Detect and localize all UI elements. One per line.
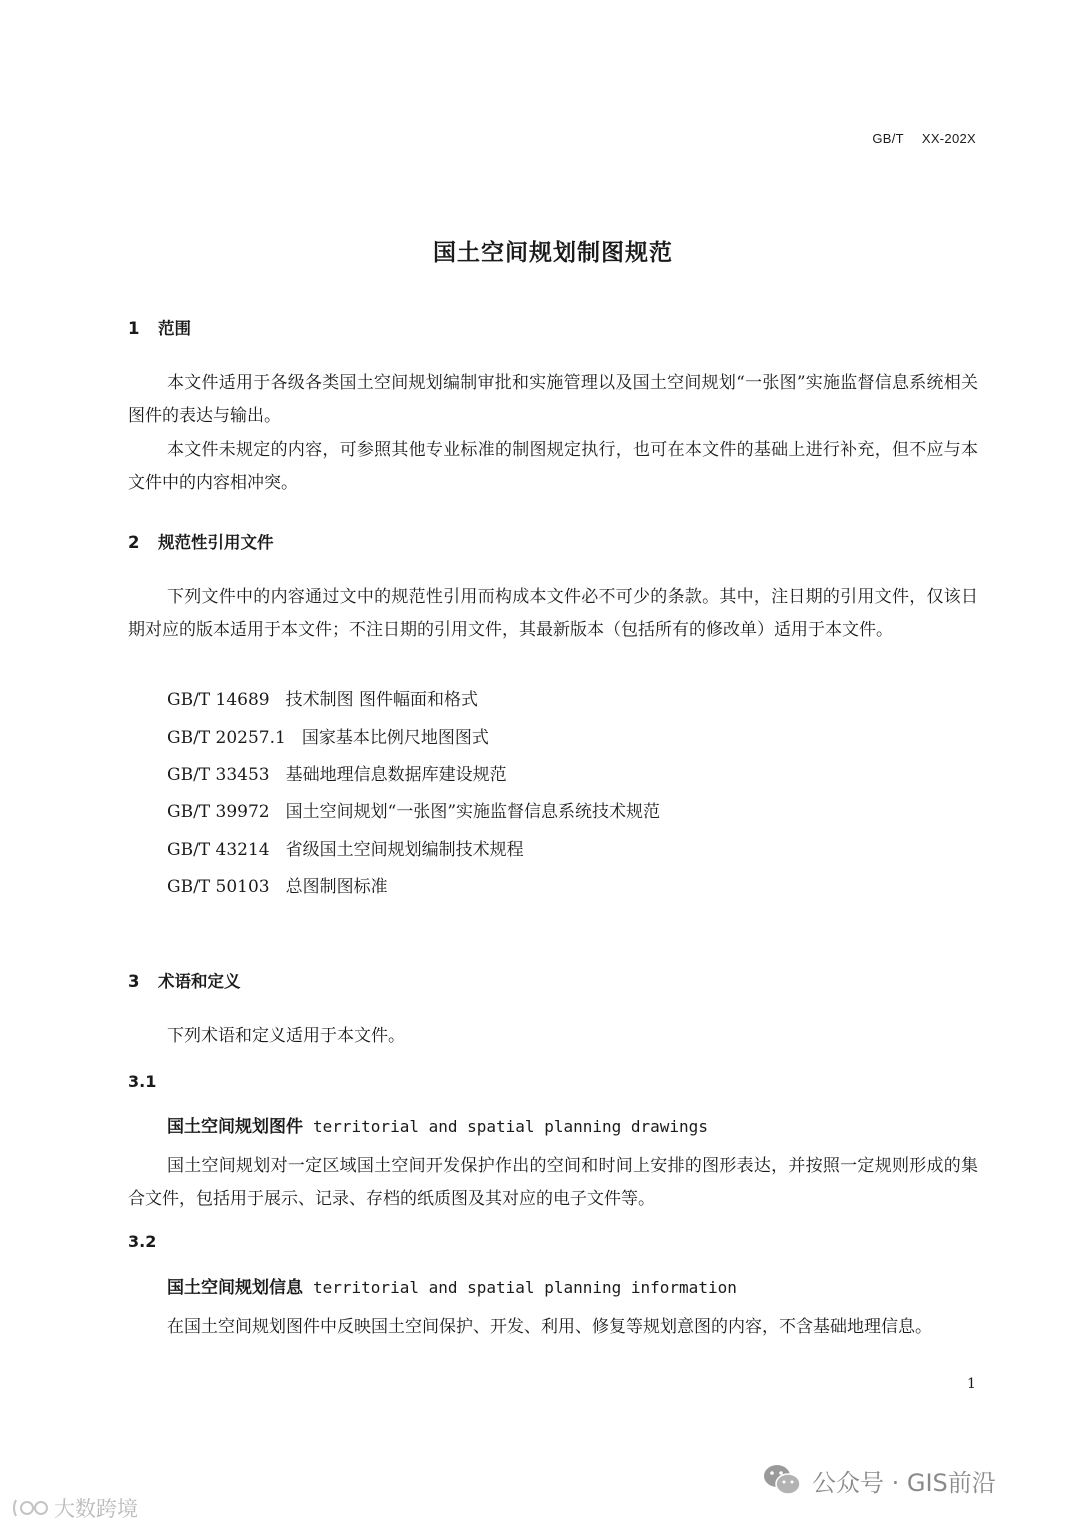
section-1-heading	[128, 315, 191, 339]
watermark-right-text: 公众号 · GIS前沿	[812, 1468, 996, 1497]
reference-title: 国家基本比例尺地图图式	[301, 728, 489, 748]
paragraph: 下列文件中的内容通过文中的规范性引用而构成本文件必不可少的条款。其中，注日期的引用文件，仅该日期对应的版本适用于本文件；不注日期的引用文件，其最新版本（包括所有的修改单）适用于本文件。	[128, 587, 978, 640]
reference-title: 总图制图标准	[285, 877, 388, 897]
reference-item	[167, 723, 489, 748]
wechat-icon	[762, 1462, 802, 1498]
reference-code: GB/T 39972	[167, 802, 270, 822]
paragraph: 下列术语和定义适用于本文件。	[167, 1026, 405, 1046]
brand-logo-icon	[10, 1496, 50, 1520]
section-number: 1	[128, 319, 140, 338]
reference-code: GB/T 14689	[167, 690, 270, 710]
section-title: 术语和定义	[158, 972, 241, 991]
standard-code	[872, 131, 976, 146]
reference-title: 国土空间规划“一张图”实施监督信息系统技术规范	[285, 802, 661, 822]
section-title: 规范性引用文件	[158, 533, 274, 552]
term-chinese: 国土空间规划信息	[167, 1278, 303, 1298]
term-english: territorial and spatial planning drawings	[313, 1117, 708, 1136]
reference-title: 基础地理信息数据库建设规范	[285, 765, 507, 785]
reference-item	[167, 835, 524, 860]
reference-item	[167, 797, 660, 822]
watermark-left	[10, 1493, 138, 1523]
reference-code: GB/T 43214	[167, 840, 270, 860]
reference-item	[167, 760, 507, 785]
paragraph: 本文件适用于各级各类国土空间规划编制审批和实施管理以及国土空间规划“一张图”实施监督信息系统相关图件的表达与输出。	[128, 373, 978, 426]
term-heading	[167, 1112, 708, 1137]
reference-item	[167, 685, 478, 710]
term-chinese: 国土空间规划图件	[167, 1117, 303, 1137]
subsection-number: 3.1	[128, 1072, 157, 1091]
reference-title: 省级国土空间规划编制技术规程	[285, 840, 524, 860]
section-number: 3	[128, 972, 140, 991]
section-number: 2	[128, 533, 140, 552]
watermark-right	[762, 1462, 996, 1498]
reference-code: GB/T 20257.1	[167, 728, 286, 748]
standard-number: XX-202X	[921, 131, 976, 146]
paragraph: 本文件未规定的内容，可参照其他专业标准的制图规定执行，也可在本文件的基础上进行补充，但不应与本文件中的内容相冲突。	[128, 440, 978, 493]
term-definition: 国土空间规划对一定区域国土空间开发保护作出的空间和时间上安排的图形表达，并按照一定规则形成的集合文件，包括用于展示、记录、存档的纸质图及其对应的电子文件等。	[128, 1156, 978, 1209]
section-3-heading	[128, 968, 241, 992]
term-english: territorial and spatial planning information	[313, 1278, 737, 1297]
term-heading	[167, 1273, 737, 1298]
reference-code: GB/T 33453	[167, 765, 270, 785]
reference-item	[167, 872, 388, 897]
reference-code: GB/T 50103	[167, 877, 270, 897]
reference-title: 技术制图 图件幅面和格式	[285, 690, 479, 710]
subsection-number: 3.2	[128, 1232, 157, 1251]
section-2-heading	[128, 529, 274, 553]
page-number: 1	[967, 1376, 976, 1392]
term-definition: 在国土空间规划图件中反映国土空间保护、开发、利用、修复等规划意图的内容，不含基础地理信息。	[167, 1317, 932, 1337]
document-title: 国土空间规划制图规范	[433, 240, 673, 266]
watermark-left-text: 大数跨境	[54, 1497, 138, 1521]
section-title: 范围	[158, 319, 191, 338]
standard-prefix: GB/T	[872, 131, 904, 146]
